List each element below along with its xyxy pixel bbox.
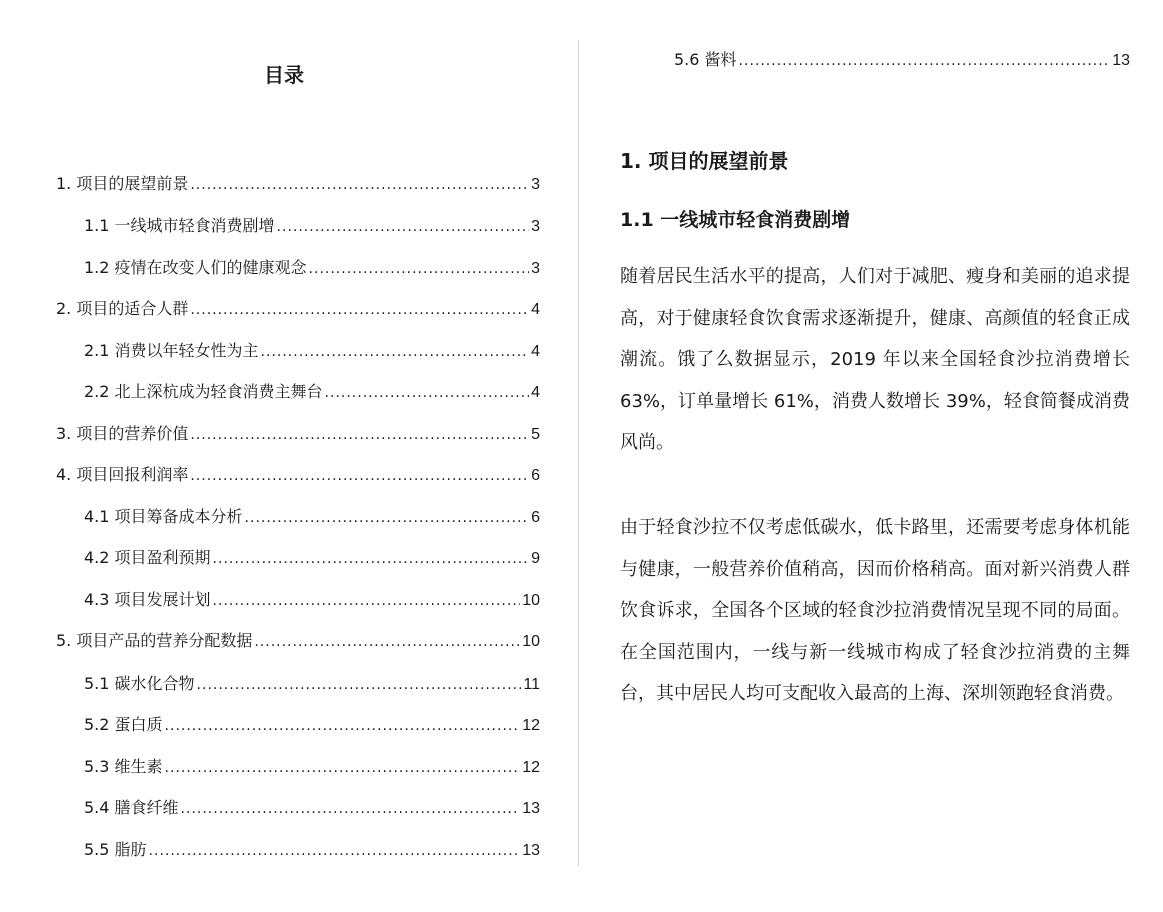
toc-entry-label: 1.2 疫情在改变人们的健康观念 bbox=[84, 258, 307, 277]
toc-entry[interactable] bbox=[84, 796, 540, 821]
section-heading: 1. 项目的展望前景 bbox=[620, 149, 789, 173]
toc-leader bbox=[190, 464, 529, 488]
toc-entry-page: 3 bbox=[531, 218, 540, 235]
toc-leader bbox=[277, 215, 530, 239]
toc-entry-page: 13 bbox=[522, 842, 540, 859]
toc-entry-page: 9 bbox=[531, 550, 540, 567]
toc-entry-page: 4 bbox=[531, 343, 540, 360]
toc-entry-label: 5.3 维生素 bbox=[84, 757, 163, 776]
toc-entry-page: 10 bbox=[522, 633, 540, 650]
toc-leader bbox=[325, 381, 530, 405]
toc-entry-label: 5.4 膳食纤维 bbox=[84, 798, 179, 817]
toc-entry-label: 5.5 脂肪 bbox=[84, 840, 147, 859]
toc-entry-label: 5.2 蛋白质 bbox=[84, 715, 163, 734]
toc-entry[interactable] bbox=[84, 546, 540, 571]
toc-leader bbox=[309, 257, 530, 281]
toc-entry[interactable] bbox=[84, 505, 540, 530]
toc-leader bbox=[254, 630, 520, 654]
toc-entry-page: 13 bbox=[522, 800, 540, 817]
toc-leader bbox=[213, 547, 530, 571]
toc-entry-label: 1. 项目的展望前景 bbox=[56, 174, 189, 193]
toc-entry-page: 4 bbox=[531, 384, 540, 401]
toc-entry-label: 3. 项目的营养价值 bbox=[56, 424, 189, 443]
toc-leader bbox=[739, 49, 1111, 73]
toc-entry[interactable] bbox=[674, 48, 1130, 73]
toc-leader bbox=[197, 673, 522, 697]
toc-entry-page: 12 bbox=[522, 717, 540, 734]
toc-title: 目录 bbox=[264, 63, 304, 87]
body-paragraph: 由于轻食沙拉不仅考虑低碳水，低卡路里，还需要考虑身体机能与健康，一般营养价值稍高，因而价格稍高。面对新兴消费人群饮食诉求，全国各个区域的轻食沙拉消费情况呈现不同的局面。在全国范围内，一线与新一线城市构成了轻食沙拉消费的主舞台，其中居民人均可支配收入最高的上海、深圳领跑轻食消费。 bbox=[620, 517, 1130, 704]
toc-entry[interactable] bbox=[84, 755, 540, 780]
toc-entry-page: 13 bbox=[1112, 52, 1130, 69]
subsection-heading: 1.1 一线城市轻食消费剧增 bbox=[620, 209, 851, 231]
toc-entry-page: 11 bbox=[523, 676, 540, 693]
toc-entry-label: 4. 项目回报利润率 bbox=[56, 465, 189, 484]
toc-leader bbox=[190, 298, 529, 322]
toc-entry[interactable] bbox=[56, 172, 540, 197]
toc-entry-page: 6 bbox=[531, 467, 540, 484]
toc-leader bbox=[213, 589, 521, 613]
toc-entry[interactable] bbox=[56, 629, 540, 654]
toc-entry-label: 2. 项目的适合人群 bbox=[56, 299, 189, 318]
toc-entry-page: 3 bbox=[531, 176, 540, 193]
toc-leader bbox=[165, 756, 521, 780]
toc-entry[interactable] bbox=[84, 214, 540, 239]
toc-leader bbox=[190, 173, 529, 197]
toc-entry[interactable] bbox=[56, 463, 540, 488]
toc-entry[interactable] bbox=[84, 588, 540, 613]
toc-leader bbox=[149, 839, 521, 863]
toc-entry[interactable] bbox=[56, 297, 540, 322]
toc-leader bbox=[245, 506, 530, 530]
toc-entry[interactable] bbox=[84, 672, 540, 697]
toc-entry[interactable] bbox=[84, 380, 540, 405]
toc-entry-label: 2.1 消费以年轻女性为主 bbox=[84, 341, 259, 360]
toc-entry-page: 3 bbox=[531, 260, 540, 277]
toc-entry-page: 5 bbox=[531, 426, 540, 443]
toc-entry-page: 4 bbox=[531, 301, 540, 318]
toc-leader bbox=[165, 714, 521, 738]
toc-entry-label: 1.1 一线城市轻食消费剧增 bbox=[84, 216, 275, 235]
toc-leader bbox=[261, 340, 530, 364]
toc-entry-label: 5. 项目产品的营养分配数据 bbox=[56, 631, 253, 650]
toc-entry-label: 5.1 碳水化合物 bbox=[84, 674, 195, 693]
toc-entry-page: 6 bbox=[531, 509, 540, 526]
toc-entry-label: 5.6 酱料 bbox=[674, 50, 737, 69]
toc-entry-label: 4.1 项目筹备成本分析 bbox=[84, 507, 243, 526]
toc-leader bbox=[181, 797, 521, 821]
toc-entry[interactable] bbox=[56, 422, 540, 447]
toc-entry[interactable] bbox=[84, 838, 540, 863]
toc-leader bbox=[190, 423, 529, 447]
toc-entry-label: 4.2 项目盈利预期 bbox=[84, 548, 211, 567]
page-divider bbox=[578, 40, 579, 866]
body-paragraph: 随着居民生活水平的提高，人们对于减肥、瘦身和美丽的追求提高，对于健康轻食饮食需求逐渐提升，健康、高颜值的轻食正成潮流。饿了么数据显示，2019 年以来全国轻食沙拉消费增长 63%，订单量增长 61%，消费人数增长 39%，轻食简餐成消费风尚。 bbox=[620, 266, 1130, 453]
toc-entry-label: 4.3 项目发展计划 bbox=[84, 590, 211, 609]
toc-entry[interactable] bbox=[84, 713, 540, 738]
toc-entry[interactable] bbox=[84, 339, 540, 364]
toc-entry-label: 2.2 北上深杭成为轻食消费主舞台 bbox=[84, 382, 323, 401]
toc-entry-page: 10 bbox=[522, 592, 540, 609]
toc-entry[interactable] bbox=[84, 256, 540, 281]
toc-entry-page: 12 bbox=[522, 759, 540, 776]
